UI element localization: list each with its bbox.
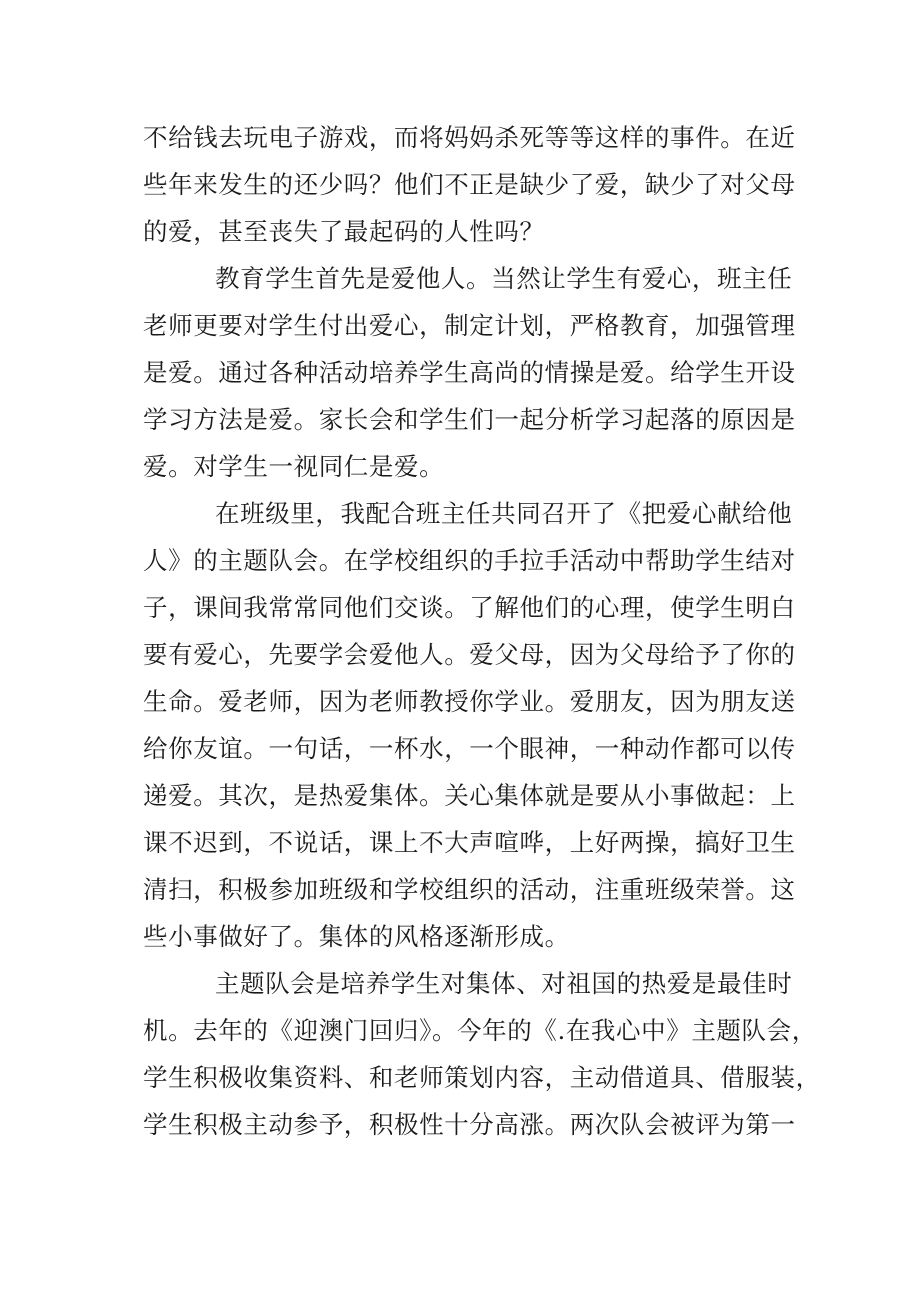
paragraph-4 xyxy=(143,960,821,1148)
text-line: 给你友谊。一句话，一杯水，一个眼神，一种动作都可以传 xyxy=(143,734,796,763)
text-line: 的爱，甚至丧失了最起码的人性吗？ xyxy=(143,217,545,246)
text-line: 清扫，积极参加班级和学校组织的活动，注重班级荣誉。这 xyxy=(143,875,796,904)
text-line: 要有爱心，先要学会爱他人。爱父母，因为父母给予了你的 xyxy=(143,640,796,669)
text-line: 子，课间我常常同他们交谈。了解他们的心理，使学生明白 xyxy=(143,593,796,622)
text-line: 在班级里，我配合班主任共同召开了《把爱心献给他 xyxy=(215,499,793,528)
text-line: 不给钱去玩电子游戏，而将妈妈杀死等等这样的事件。在近 xyxy=(143,123,796,152)
text-line: 递爱。其次，是热爱集体。关心集体就是要从小事做起：上 xyxy=(143,781,796,810)
paragraph-3 xyxy=(143,490,796,960)
text-line: 是爱。通过各种活动培养学生高尚的情操是爱。给学生开设 xyxy=(143,358,796,387)
text-line: 老师更要对学生付出爱心，制定计划，严格教育，加强管理 xyxy=(143,311,796,340)
text-line: 生命。爱老师，因为老师教授你学业。爱朋友，因为朋友送 xyxy=(143,687,796,716)
text-line: 学习方法是爱。家长会和学生们一起分析学习起落的原因是 xyxy=(143,405,796,434)
paragraph-1 xyxy=(143,114,796,255)
text-line: 机。去年的《迎澳门回归》。今年的《.在我心中》主题队会， xyxy=(143,1016,817,1045)
text-line: 爱。对学生一视同仁是爱。 xyxy=(143,452,445,481)
paragraph-2 xyxy=(143,255,796,490)
text-line: 些年来发生的还少吗？他们不正是缺少了爱，缺少了对父母 xyxy=(143,170,796,199)
text-line: 学生积极收集资料、和老师策划内容，主动借道具、借服装， xyxy=(143,1063,821,1092)
text-line: 主题队会是培养学生对集体、对祖国的热爱是最佳时 xyxy=(215,969,793,998)
text-line: 课不迟到，不说话，课上不大声喧哗，上好两操，搞好卫生 xyxy=(143,828,796,857)
text-line: 人》的主题队会。在学校组织的手拉手活动中帮助学生结对 xyxy=(143,546,796,575)
text-line: 教育学生首先是爱他人。当然让学生有爱心，班主任 xyxy=(215,264,793,293)
document-body xyxy=(143,114,821,1148)
text-line: 些小事做好了。集体的风格逐渐形成。 xyxy=(143,922,570,951)
text-line: 学生积极主动参予，积极性十分高涨。两次队会被评为第一 xyxy=(143,1110,796,1139)
